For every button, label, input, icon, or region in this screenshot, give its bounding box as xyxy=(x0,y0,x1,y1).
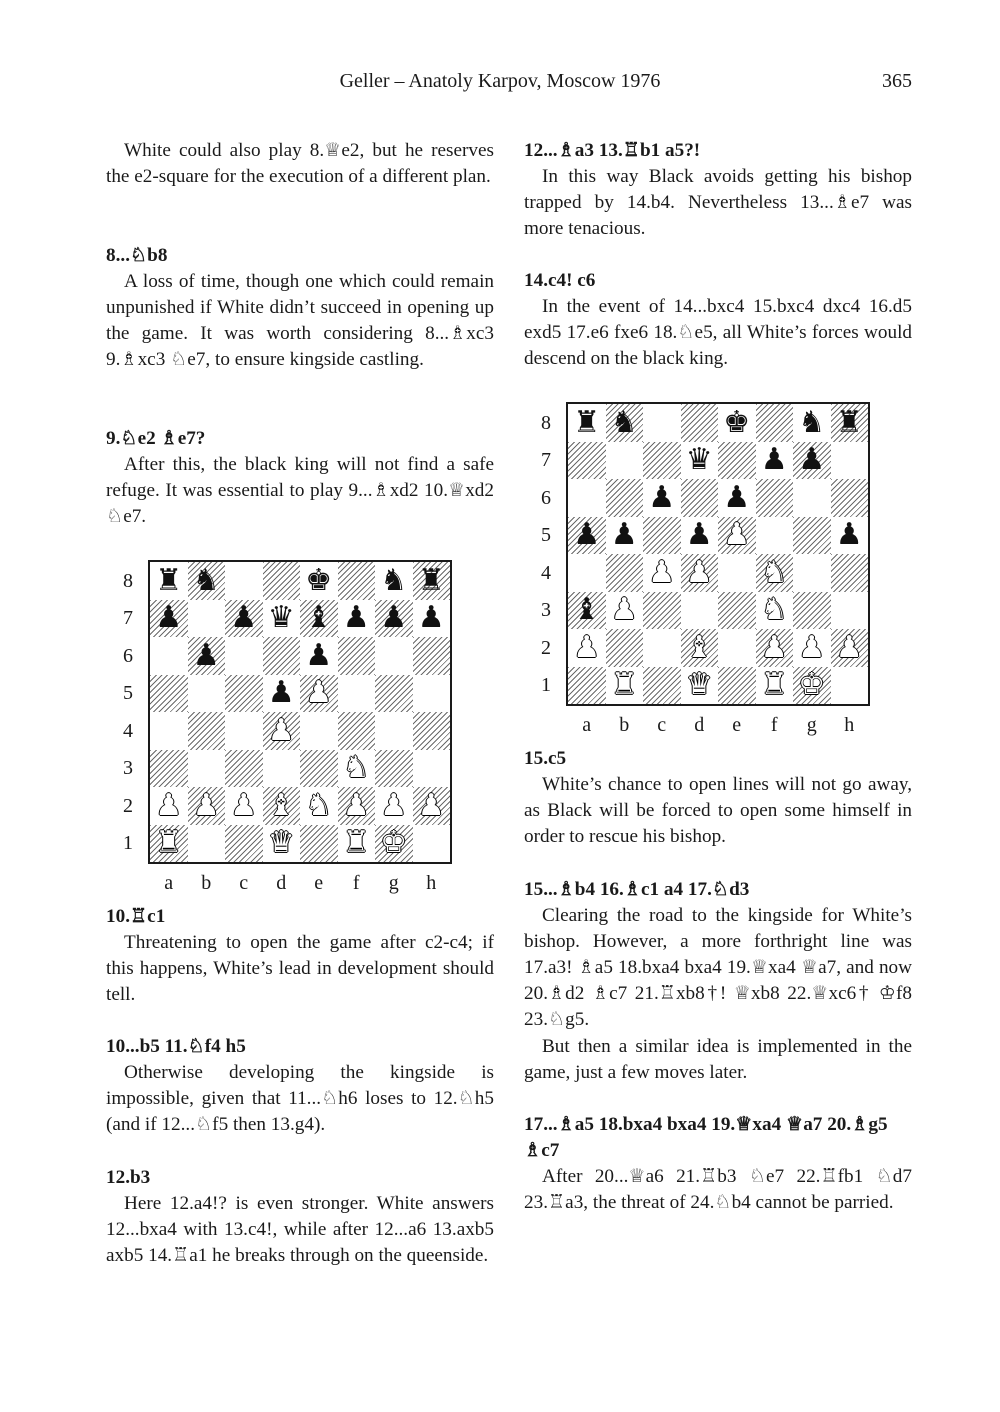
black-pawn-icon: ♟ xyxy=(380,600,408,636)
board-square-a6 xyxy=(150,637,188,675)
move-block xyxy=(106,243,494,373)
black-rook-icon: ♜ xyxy=(155,562,183,598)
board-square-a8 xyxy=(150,562,188,600)
board-square-f8 xyxy=(338,562,376,600)
board-square-h7 xyxy=(413,600,451,638)
white-pawn-icon: ♟ xyxy=(685,554,713,590)
board-square-g4 xyxy=(375,712,413,750)
board-square-f4 xyxy=(338,712,376,750)
black-rook-icon: ♜ xyxy=(573,404,601,440)
black-knight-icon: ♞ xyxy=(192,562,220,598)
white-bishop-icon: ♝ xyxy=(685,629,713,665)
board-square-h8 xyxy=(413,562,451,600)
board-square-g2 xyxy=(375,787,413,825)
board-square-f5 xyxy=(338,675,376,713)
board-square-g1 xyxy=(375,825,413,863)
board-square-a4 xyxy=(568,554,606,592)
page-number: 365 xyxy=(882,70,912,92)
board-square-c2 xyxy=(643,629,681,667)
board-square-b1 xyxy=(606,667,644,705)
rank-label: 4 xyxy=(541,561,551,584)
rank-label: 3 xyxy=(541,599,551,622)
white-pawn-icon: ♟ xyxy=(192,787,220,823)
board-square-e2 xyxy=(300,787,338,825)
board-square-c6 xyxy=(643,479,681,517)
board-square-b3 xyxy=(188,750,226,788)
board-square-g3 xyxy=(793,592,831,630)
move-block xyxy=(524,268,912,372)
board-square-g2 xyxy=(793,629,831,667)
text-block xyxy=(106,138,494,190)
board-square-c5 xyxy=(643,517,681,555)
rank-label: 8 xyxy=(123,569,133,592)
board-square-b3 xyxy=(606,592,644,630)
board-square-h5 xyxy=(831,517,869,555)
board-square-g4 xyxy=(793,554,831,592)
board-square-f3 xyxy=(338,750,376,788)
rank-label: 1 xyxy=(541,674,551,697)
rank-label: 6 xyxy=(541,486,551,509)
black-pawn-icon: ♟ xyxy=(192,637,220,673)
black-pawn-icon: ♟ xyxy=(723,479,751,515)
board-square-c4 xyxy=(643,554,681,592)
board-square-d5 xyxy=(681,517,719,555)
board-square-a6 xyxy=(568,479,606,517)
rank-label: 8 xyxy=(541,411,551,434)
move-block xyxy=(524,138,912,242)
white-pawn-icon: ♟ xyxy=(230,787,258,823)
move-heading: 17...♗a5 18.bxa4 bxa4 19.♕xa4 ♕a7 20.♗g5 ♗c7 xyxy=(524,1114,888,1161)
board-square-d4 xyxy=(681,554,719,592)
white-pawn-icon: ♟ xyxy=(798,629,826,665)
move-block xyxy=(524,1112,912,1216)
white-pawn-icon: ♟ xyxy=(835,629,863,665)
board-square-a7 xyxy=(150,600,188,638)
page-header xyxy=(0,70,1000,100)
board-square-c1 xyxy=(225,825,263,863)
board-square-e3 xyxy=(718,592,756,630)
board-square-d1 xyxy=(263,825,301,863)
white-pawn-icon: ♟ xyxy=(380,787,408,823)
board-square-g7 xyxy=(375,600,413,638)
white-rook-icon: ♜ xyxy=(610,667,638,703)
black-pawn-icon: ♟ xyxy=(305,637,333,673)
board-square-d2 xyxy=(263,787,301,825)
board-square-d2 xyxy=(681,629,719,667)
board-square-a2 xyxy=(150,787,188,825)
board-square-c5 xyxy=(225,675,263,713)
board-square-e1 xyxy=(300,825,338,863)
rank-label: 5 xyxy=(541,524,551,547)
board-square-a4 xyxy=(150,712,188,750)
rank-label: 3 xyxy=(123,757,133,780)
board-square-h3 xyxy=(413,750,451,788)
board-square-c3 xyxy=(643,592,681,630)
black-bishop-icon: ♝ xyxy=(305,600,333,636)
white-pawn-icon: ♟ xyxy=(610,592,638,628)
board-square-a5 xyxy=(568,517,606,555)
board-square-f2 xyxy=(756,629,794,667)
board-square-f1 xyxy=(756,667,794,705)
file-label: a xyxy=(582,714,592,736)
file-label: e xyxy=(314,872,324,894)
move-heading: 12...♗a3 13.♖b1 a5?! xyxy=(524,140,701,161)
rank-label: 2 xyxy=(123,794,133,817)
board-square-h8 xyxy=(831,404,869,442)
board-square-e8 xyxy=(300,562,338,600)
board-square-h6 xyxy=(831,479,869,517)
move-heading: 15...♗b4 16.♗c1 a4 17.♘d3 xyxy=(524,879,750,900)
move-heading: 12.b3 xyxy=(106,1167,151,1188)
move-block xyxy=(106,1165,494,1269)
board-square-d6 xyxy=(681,479,719,517)
board-square-d7 xyxy=(263,600,301,638)
board-square-a5 xyxy=(150,675,188,713)
board-square-d1 xyxy=(681,667,719,705)
board-square-e3 xyxy=(300,750,338,788)
board-square-b2 xyxy=(606,629,644,667)
white-king-icon: ♚ xyxy=(380,825,408,861)
board-square-e6 xyxy=(718,479,756,517)
rank-label: 2 xyxy=(541,636,551,659)
black-knight-icon: ♞ xyxy=(610,404,638,440)
board-square-b8 xyxy=(188,562,226,600)
board-square-b6 xyxy=(606,479,644,517)
chess-board xyxy=(566,402,870,706)
board-square-h3 xyxy=(831,592,869,630)
board-square-h6 xyxy=(413,637,451,675)
board-square-f4 xyxy=(756,554,794,592)
file-label: c xyxy=(657,714,667,736)
chess-diagram xyxy=(524,400,912,740)
black-king-icon: ♚ xyxy=(305,562,333,598)
file-label: a xyxy=(164,872,174,894)
black-pawn-icon: ♟ xyxy=(648,479,676,515)
board-square-b7 xyxy=(606,442,644,480)
white-knight-icon: ♞ xyxy=(760,592,788,628)
running-title: Geller – Anatoly Karpov, Moscow 1976 xyxy=(339,70,661,92)
chess-board xyxy=(148,560,452,864)
white-knight-icon: ♞ xyxy=(760,554,788,590)
white-queen-icon: ♛ xyxy=(685,667,713,703)
file-label: d xyxy=(276,872,287,894)
rank-label: 7 xyxy=(541,449,551,472)
paragraph: White’s chance to open lines will not go away, as Black will be forced to open some himself in order to rescue his bishop. xyxy=(524,774,912,847)
board-square-a3 xyxy=(150,750,188,788)
paragraph: After this, the black king will not find a safe refuge. It was essential to play 9...♗xd2 10.♕xd2 ♘e7. xyxy=(106,454,494,527)
white-pawn-icon: ♟ xyxy=(342,787,370,823)
paragraph: In the event of 14...bxc4 15.bxc4 dxc4 16.d5 exd5 17.e6 fxe6 18.♘e5, all White’s forces would descend on the black king. xyxy=(524,296,912,369)
board-square-e5 xyxy=(300,675,338,713)
board-square-d5 xyxy=(263,675,301,713)
board-square-e6 xyxy=(300,637,338,675)
board-square-d7 xyxy=(681,442,719,480)
board-square-c7 xyxy=(225,600,263,638)
board-square-a8 xyxy=(568,404,606,442)
paragraph: A loss of time, though one which could remain unpunished if White didn’t succeed in opening up the game. It was worth considering 8...♗xc3 9.♗xc3 ♘e7, to ensure kingside castling. xyxy=(106,271,494,370)
board-square-h2 xyxy=(413,787,451,825)
paragraph: White could also play 8.♕e2, but he reserves the e2-square for the execution of a different plan. xyxy=(106,140,494,187)
board-square-b8 xyxy=(606,404,644,442)
rank-label: 1 xyxy=(123,832,133,855)
board-square-f6 xyxy=(756,479,794,517)
board-square-c4 xyxy=(225,712,263,750)
board-square-g6 xyxy=(793,479,831,517)
paragraph: But then a similar idea is implemented in the game, just a few moves later. xyxy=(524,1036,912,1083)
board-square-b5 xyxy=(606,517,644,555)
board-square-e4 xyxy=(300,712,338,750)
rank-label: 7 xyxy=(123,607,133,630)
white-pawn-icon: ♟ xyxy=(417,787,445,823)
move-heading: 10...b5 11.♘f4 h5 xyxy=(106,1036,246,1057)
move-heading: 14.c4! c6 xyxy=(524,270,596,291)
move-block xyxy=(524,877,912,1033)
board-square-a2 xyxy=(568,629,606,667)
move-block xyxy=(106,1034,494,1138)
move-heading: 10.♖c1 xyxy=(106,906,166,927)
black-pawn-icon: ♟ xyxy=(267,675,295,711)
move-heading: 9.♘e2 ♗e7? xyxy=(106,428,206,449)
white-pawn-icon: ♟ xyxy=(760,629,788,665)
paragraph: Here 12.a4!? is even stronger. White answers 12...bxa4 with 13.c4!, while after 12...a6 13.axb5 axb5 14.♖a1 he breaks through on the queenside. xyxy=(106,1193,494,1266)
board-square-d8 xyxy=(681,404,719,442)
board-square-e1 xyxy=(718,667,756,705)
board-square-b5 xyxy=(188,675,226,713)
black-knight-icon: ♞ xyxy=(380,562,408,598)
black-bishop-icon: ♝ xyxy=(573,592,601,628)
board-square-c6 xyxy=(225,637,263,675)
black-rook-icon: ♜ xyxy=(417,562,445,598)
board-square-c1 xyxy=(643,667,681,705)
board-square-h1 xyxy=(413,825,451,863)
board-square-e8 xyxy=(718,404,756,442)
paragraph: After 20...♕a6 21.♖b3 ♘e7 22.♖fb1 ♘d7 23.♖a3, the threat of 24.♘b4 cannot be parried. xyxy=(524,1166,912,1213)
black-pawn-icon: ♟ xyxy=(342,600,370,636)
file-label: h xyxy=(426,872,437,894)
board-square-b2 xyxy=(188,787,226,825)
file-label: b xyxy=(619,714,630,736)
move-block xyxy=(106,426,494,530)
paragraph: Otherwise developing the kingside is impossible, given that 11...♘h6 loses to 12.♘h5 (and if 12...♘f5 then 13.g4). xyxy=(106,1062,494,1135)
file-label: g xyxy=(388,872,399,894)
board-square-g8 xyxy=(375,562,413,600)
board-square-h4 xyxy=(413,712,451,750)
board-square-c8 xyxy=(643,404,681,442)
board-square-g5 xyxy=(793,517,831,555)
white-rook-icon: ♜ xyxy=(342,825,370,861)
rank-label: 5 xyxy=(123,682,133,705)
board-square-a1 xyxy=(568,667,606,705)
board-square-c8 xyxy=(225,562,263,600)
black-queen-icon: ♛ xyxy=(267,600,295,636)
board-square-d6 xyxy=(263,637,301,675)
white-rook-icon: ♜ xyxy=(760,667,788,703)
board-square-f1 xyxy=(338,825,376,863)
chess-diagram xyxy=(106,558,494,898)
board-square-f5 xyxy=(756,517,794,555)
paragraph: Threatening to open the game after c2-c4; if this happens, White’s lead in development should tell. xyxy=(106,932,494,1005)
board-square-h7 xyxy=(831,442,869,480)
move-block xyxy=(106,904,494,1008)
move-heading: 8...♘b8 xyxy=(106,245,168,266)
board-square-h1 xyxy=(831,667,869,705)
black-pawn-icon: ♟ xyxy=(798,442,826,478)
rank-label: 4 xyxy=(123,719,133,742)
board-square-e4 xyxy=(718,554,756,592)
board-square-b4 xyxy=(606,554,644,592)
paragraph: In this way Black avoids getting his bishop trapped by 14.b4. Nevertheless 13...♗e7 was more tenacious. xyxy=(524,166,912,239)
board-square-a1 xyxy=(150,825,188,863)
board-square-e2 xyxy=(718,629,756,667)
white-pawn-icon: ♟ xyxy=(723,517,751,553)
board-square-g8 xyxy=(793,404,831,442)
black-pawn-icon: ♟ xyxy=(610,517,638,553)
board-square-g5 xyxy=(375,675,413,713)
file-label: d xyxy=(694,714,705,736)
white-pawn-icon: ♟ xyxy=(648,554,676,590)
board-square-g3 xyxy=(375,750,413,788)
black-pawn-icon: ♟ xyxy=(573,517,601,553)
white-knight-icon: ♞ xyxy=(342,750,370,786)
black-knight-icon: ♞ xyxy=(798,404,826,440)
white-king-icon: ♚ xyxy=(798,667,826,703)
paragraph: Clearing the road to the kingside for White’s bishop. However, a more forthright line was 17.a3! ♗a5 18.bxa4 bxa4 19.♕xa4 ♕a7, and now 20.♗d2 ♗c7 21.♖xb8†! ♕xb8 22.♕xc6† ♔f8 23.♘g5. xyxy=(524,905,912,1030)
file-label: e xyxy=(732,714,742,736)
black-pawn-icon: ♟ xyxy=(230,600,258,636)
file-label: h xyxy=(844,714,855,736)
board-square-f6 xyxy=(338,637,376,675)
black-pawn-icon: ♟ xyxy=(155,600,183,636)
black-pawn-icon: ♟ xyxy=(417,600,445,636)
board-square-g7 xyxy=(793,442,831,480)
board-square-b1 xyxy=(188,825,226,863)
white-pawn-icon: ♟ xyxy=(155,787,183,823)
file-label: c xyxy=(239,872,249,894)
board-square-c3 xyxy=(225,750,263,788)
black-pawn-icon: ♟ xyxy=(760,442,788,478)
board-square-f2 xyxy=(338,787,376,825)
black-pawn-icon: ♟ xyxy=(835,517,863,553)
board-square-e5 xyxy=(718,517,756,555)
board-square-f3 xyxy=(756,592,794,630)
board-square-d4 xyxy=(263,712,301,750)
board-square-f8 xyxy=(756,404,794,442)
board-square-d3 xyxy=(681,592,719,630)
board-square-b7 xyxy=(188,600,226,638)
board-square-h2 xyxy=(831,629,869,667)
file-label: b xyxy=(201,872,212,894)
move-heading: 15.c5 xyxy=(524,748,567,769)
board-square-f7 xyxy=(338,600,376,638)
black-pawn-icon: ♟ xyxy=(685,517,713,553)
white-knight-icon: ♞ xyxy=(305,787,333,823)
file-label: f xyxy=(770,714,778,736)
board-square-a3 xyxy=(568,592,606,630)
file-label: f xyxy=(352,872,360,894)
white-queen-icon: ♛ xyxy=(267,825,295,861)
board-square-b6 xyxy=(188,637,226,675)
board-square-c2 xyxy=(225,787,263,825)
file-label: g xyxy=(806,714,817,736)
board-square-d8 xyxy=(263,562,301,600)
white-pawn-icon: ♟ xyxy=(305,675,333,711)
board-square-c7 xyxy=(643,442,681,480)
rank-label: 6 xyxy=(123,644,133,667)
board-square-e7 xyxy=(300,600,338,638)
board-square-a7 xyxy=(568,442,606,480)
white-pawn-icon: ♟ xyxy=(573,629,601,665)
black-rook-icon: ♜ xyxy=(835,404,863,440)
move-block xyxy=(524,746,912,850)
black-queen-icon: ♛ xyxy=(685,442,713,478)
white-pawn-icon: ♟ xyxy=(267,712,295,748)
board-square-h4 xyxy=(831,554,869,592)
board-square-g1 xyxy=(793,667,831,705)
board-square-h5 xyxy=(413,675,451,713)
board-square-f7 xyxy=(756,442,794,480)
black-king-icon: ♚ xyxy=(723,404,751,440)
white-bishop-icon: ♝ xyxy=(267,787,295,823)
white-rook-icon: ♜ xyxy=(155,825,183,861)
board-square-g6 xyxy=(375,637,413,675)
board-square-d3 xyxy=(263,750,301,788)
board-square-e7 xyxy=(718,442,756,480)
board-square-b4 xyxy=(188,712,226,750)
text-block xyxy=(524,1034,912,1086)
